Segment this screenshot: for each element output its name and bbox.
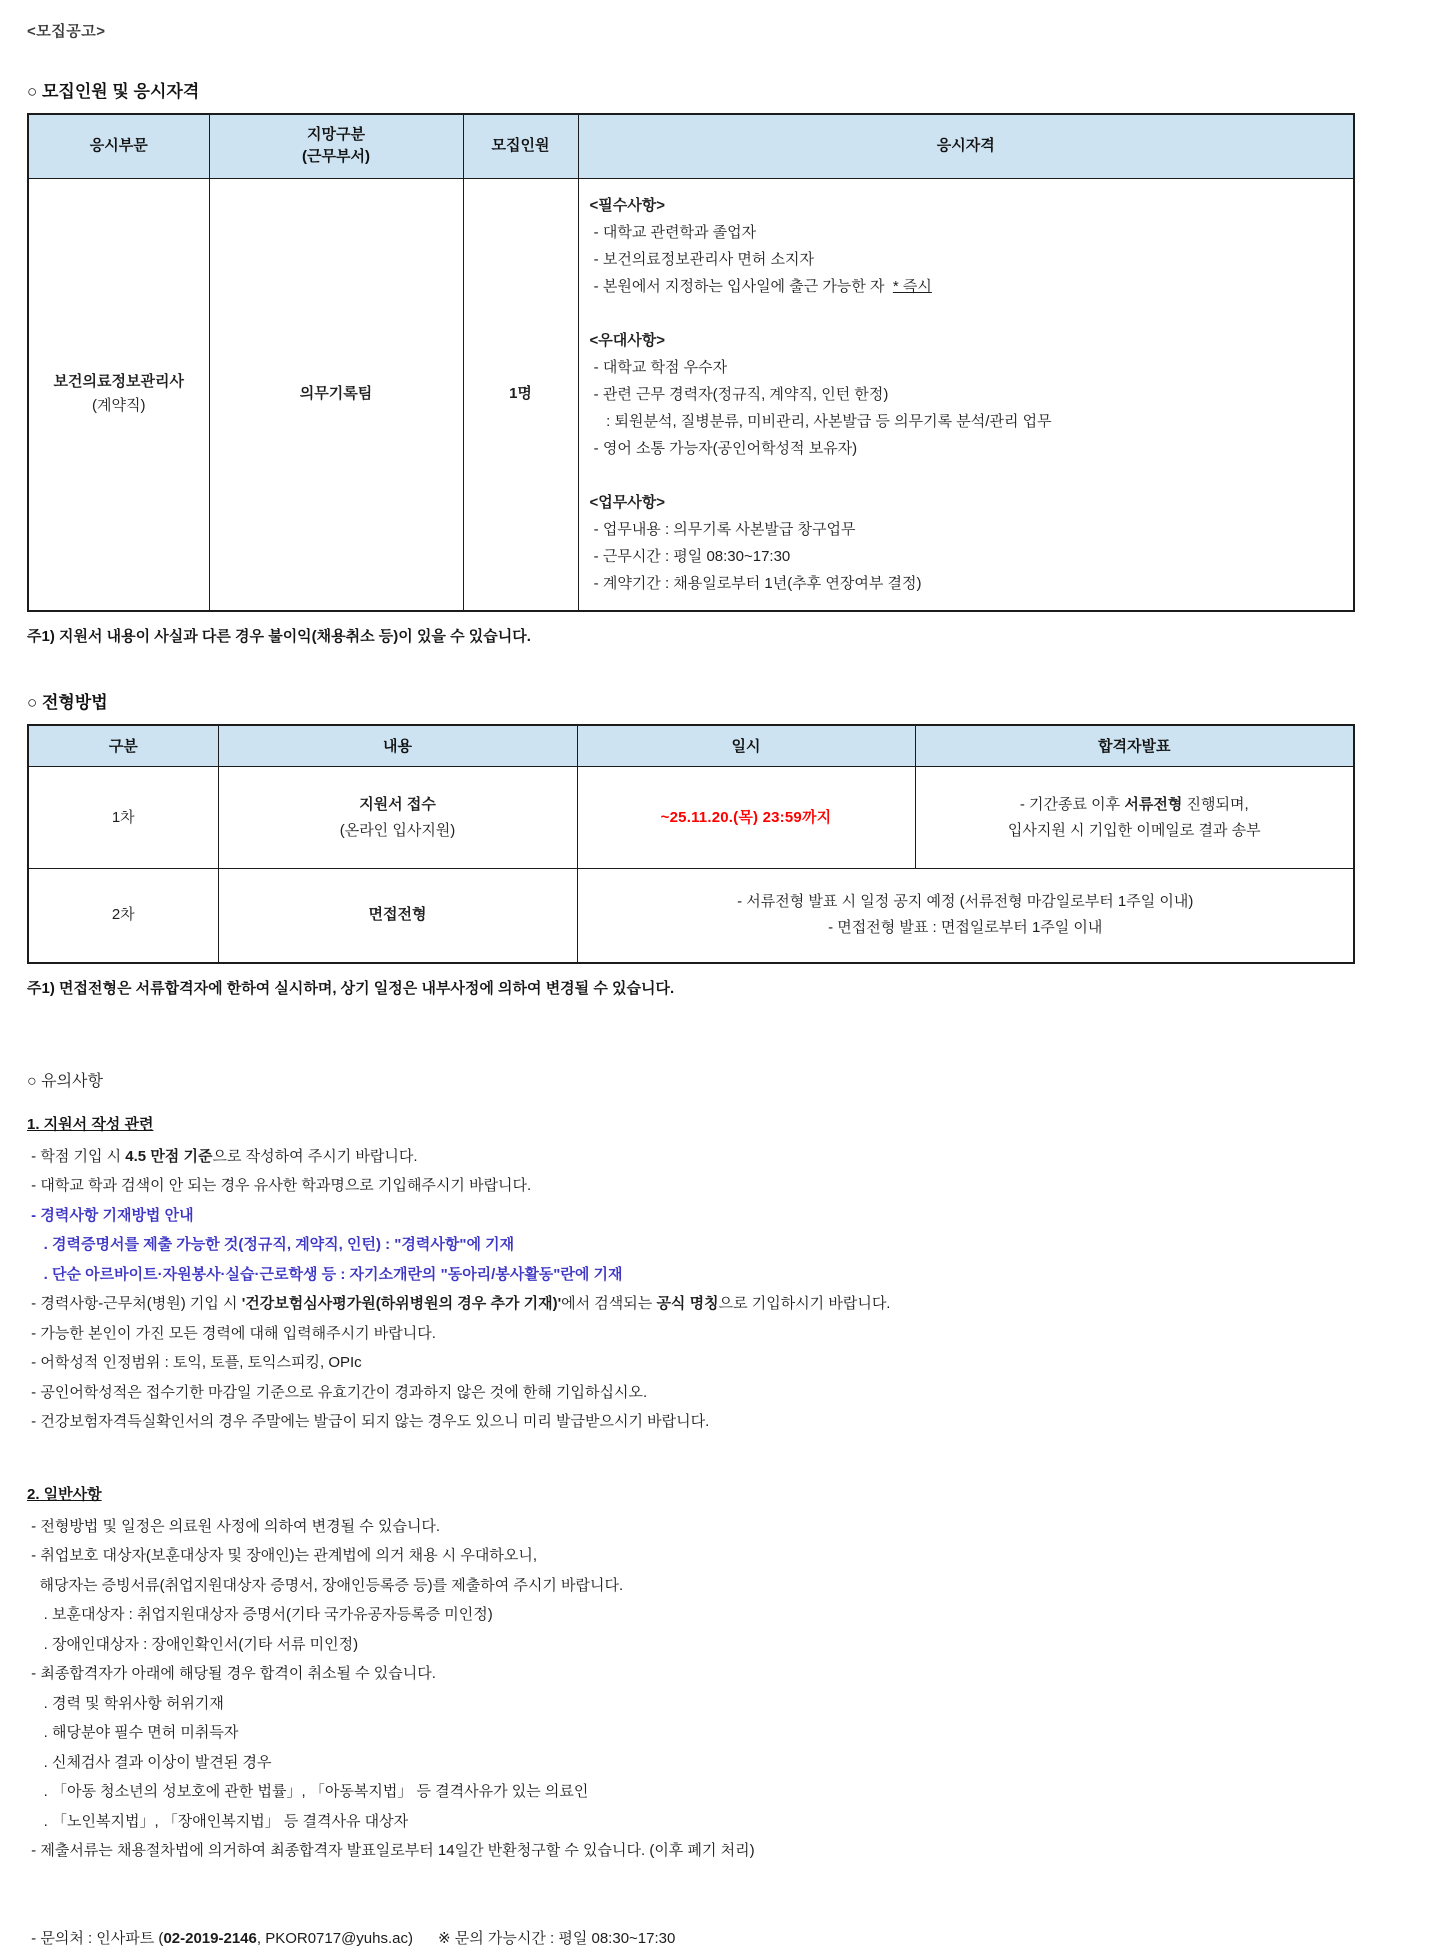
text-segment: . 신체검사 결과 이상이 발견된 경우 xyxy=(27,1754,272,1771)
text-segment: . 「노인복지법」, 「장애인복지법」 등 결격사유 대상자 xyxy=(27,1813,408,1830)
cell-dept: 의무기록팀 xyxy=(209,178,463,611)
page-title: <모집공고> xyxy=(27,20,1425,41)
notice-item xyxy=(27,1600,1425,1630)
text-segment: . 장애인대상자 : 장애인확인서(기타 서류 미인정) xyxy=(27,1636,358,1653)
notice-item xyxy=(27,1171,1425,1201)
text-segment: 공식 명칭 xyxy=(656,1295,718,1312)
qual-duty-title: <업무사항> xyxy=(590,489,1346,516)
process-row-stage2 xyxy=(28,869,1354,963)
text-segment: - 경력사항-근무처(병원) 기입 시 xyxy=(27,1295,242,1312)
text-segment: - 제출서류는 채용절차법에 의거하여 최종합격자 발표일로부터 14일간 반환청구할 수 있습니다. (이후 폐기 처리) xyxy=(27,1842,755,1859)
cell-deadline: ~25.11.20.(목) 23:59까지 xyxy=(577,767,915,869)
notice-item xyxy=(27,1289,1425,1319)
text-segment: - 최종합격자가 아래에 해당될 경우 합격이 취소될 수 있습니다. xyxy=(27,1665,436,1682)
cell-schedule2 xyxy=(577,869,1354,963)
schedule2-line2: - 면접전형 발표 : 면접일로부터 1주일 이내 xyxy=(579,915,1353,941)
qual-item: - 대학교 학점 우수자 xyxy=(590,354,1346,381)
text-segment: - 어학성적 인정범위 : 토익, 토플, 토익스피킹, OPIc xyxy=(27,1354,362,1371)
cell-content2: 면접전형 xyxy=(218,869,577,963)
notice-item xyxy=(27,1659,1425,1689)
notice-item xyxy=(27,1689,1425,1719)
text-segment: . 경력증명서를 제출 가능한 것(정규직, 계약직, 인턴) : "경력사항"에 기재 xyxy=(27,1236,514,1253)
text-segment: 4.5 만점 기준 xyxy=(125,1148,212,1165)
notice-item xyxy=(27,1407,1425,1437)
process-row-stage1 xyxy=(28,767,1354,869)
notice-item xyxy=(27,1541,1425,1571)
notice-item xyxy=(27,1378,1425,1408)
notice-item xyxy=(27,1836,1425,1866)
recruit-table xyxy=(27,113,1355,612)
text-segment: - 대학교 학과 검색이 안 되는 경우 유사한 학과명으로 기입해주시기 바랍니다. xyxy=(27,1177,531,1194)
text-segment: - 취업보호 대상자(보훈대상자 및 장애인)는 관계법에 의거 채용 시 우대하오니, xyxy=(27,1547,537,1564)
section-heading-process: ○ 전형방법 xyxy=(27,688,1425,713)
qual-item: - 관련 근무 경력자(정규직, 계약직, 인턴 한정) xyxy=(590,381,1346,408)
text-segment: - 기간종료 이후 xyxy=(1020,796,1124,813)
notice-item xyxy=(27,1512,1425,1542)
text-segment: , PKOR0717@yuhs.ac) xyxy=(257,1930,413,1947)
contact-line xyxy=(27,1924,1425,1953)
text-segment: - 학점 기입 시 xyxy=(27,1148,125,1165)
recruit-table-header-row xyxy=(28,114,1354,178)
text-segment: '건강보험심사평가원(하위병원의 경우 추가 기재)' xyxy=(242,1295,561,1312)
qual-item: - 영어 소통 가능자(공인어학성적 보유자) xyxy=(590,435,1346,462)
part-name: 보건의료정보관리사 xyxy=(30,370,208,394)
subsection-title-application: 1. 지원서 작성 관련 xyxy=(27,1113,1425,1134)
notice-item xyxy=(27,1571,1425,1601)
text-segment: 에서 검색되는 xyxy=(561,1295,656,1312)
cell-content1 xyxy=(218,767,577,869)
notice-item xyxy=(27,1319,1425,1349)
text-segment: 으로 작성하여 주시기 바랍니다. xyxy=(212,1148,417,1165)
announcement1-line1 xyxy=(917,792,1353,818)
notice-item xyxy=(27,1718,1425,1748)
notice-item xyxy=(27,1230,1425,1260)
text-segment: . 경력 및 학위사항 허위기재 xyxy=(27,1695,224,1712)
cell-qualifications xyxy=(578,178,1354,611)
text-segment: - 전형방법 및 일정은 의료원 사정에 의하여 변경될 수 있습니다. xyxy=(27,1518,440,1535)
note-process: 주1) 면접전형은 서류합격자에 한하여 실시하며, 상기 일정은 내부사정에 의하여 변경될 수 있습니다. xyxy=(27,977,1425,998)
schedule2-line1: - 서류전형 발표 시 일정 공지 예정 (서류전형 마감일로부터 1주일 이내) xyxy=(579,889,1353,915)
col-header-content: 내용 xyxy=(218,725,577,767)
section-heading-recruit: ○ 모집인원 및 응시자격 xyxy=(27,77,1425,102)
col-header-qualification: 응시자격 xyxy=(578,114,1354,178)
text-segment: . 해당분야 필수 면허 미취득자 xyxy=(27,1724,238,1741)
cell-stage1: 1차 xyxy=(28,767,218,869)
qual-item: - 근무시간 : 평일 08:30~17:30 xyxy=(590,543,1346,570)
cell-count: 1명 xyxy=(463,178,578,611)
announcement1-line2: 입사지원 시 기입한 이메일로 결과 송부 xyxy=(917,818,1353,844)
notice-item xyxy=(27,1630,1425,1660)
col-header-dept xyxy=(209,114,463,178)
col-header-count: 모집인원 xyxy=(463,114,578,178)
text-segment: - 경력사항 기재방법 안내 xyxy=(27,1207,194,1224)
notice-item xyxy=(27,1807,1425,1837)
section-heading-notice: ○ 유의사항 xyxy=(27,1068,1425,1091)
text-segment: - 문의처 : 인사파트 ( xyxy=(27,1930,163,1947)
cell-announcement1 xyxy=(915,767,1354,869)
col-header-dept-line1: 지망구분 xyxy=(211,124,462,146)
text-segment: . 보훈대상자 : 취업지원대상자 증명서(기타 국가유공자등록증 미인정) xyxy=(27,1606,493,1623)
qual-item: : 퇴원분석, 질병분류, 미비관리, 사본발급 등 의무기록 분석/관리 업무 xyxy=(590,408,1346,435)
text-segment: . 「아동 청소년의 성보호에 관한 법률」, 「아동복지법」 등 결격사유가 있는 의료인 xyxy=(27,1783,588,1800)
notice-item xyxy=(27,1748,1425,1778)
notice-item xyxy=(27,1142,1425,1172)
subsection-title-general: 2. 일반사항 xyxy=(27,1483,1425,1504)
notice-item xyxy=(27,1777,1425,1807)
text-segment: - 본원에서 지정하는 입사일에 출근 가능한 자 xyxy=(590,278,893,295)
qual-preferred-title: <우대사항> xyxy=(590,327,1346,354)
qual-item: - 보건의료정보관리사 면허 소지자 xyxy=(590,246,1346,273)
text-segment: - 건강보험자격득실확인서의 경우 주말에는 발급이 되지 않는 경우도 있으니 미리 발급받으시기 바랍니다. xyxy=(27,1413,709,1430)
text-segment: - 공인어학성적은 접수기한 마감일 기준으로 유효기간이 경과하지 않은 것에 한해 기입하십시오. xyxy=(27,1384,647,1401)
text-segment: * 즉시 xyxy=(893,278,932,295)
qual-item: - 대학교 관련학과 졸업자 xyxy=(590,219,1346,246)
qual-item xyxy=(590,273,1346,300)
recruit-table-row xyxy=(28,178,1354,611)
text-segment: ※ 문의 가능시간 : 평일 08:30~17:30 xyxy=(413,1930,675,1947)
text-segment: - 가능한 본인이 가진 모든 경력에 대해 입력해주시기 바랍니다. xyxy=(27,1325,436,1342)
cell-stage2: 2차 xyxy=(28,869,218,963)
qual-item: - 업무내용 : 의무기록 사본발급 창구업무 xyxy=(590,516,1346,543)
note-recruit: 주1) 지원서 내용이 사실과 다른 경우 불이익(채용취소 등)이 있을 수 있습니다. xyxy=(27,625,1425,646)
content1-sub: (온라인 입사지원) xyxy=(220,818,576,844)
col-header-datetime: 일시 xyxy=(577,725,915,767)
text-segment: 서류전형 xyxy=(1124,796,1182,813)
part-type: (계약직) xyxy=(30,394,208,418)
qual-required-title: <필수사항> xyxy=(590,192,1346,219)
notice-item xyxy=(27,1201,1425,1231)
text-segment: 으로 기입하시기 바랍니다. xyxy=(719,1295,891,1312)
col-header-stage: 구분 xyxy=(28,725,218,767)
process-table xyxy=(27,724,1355,964)
text-segment: 02-2019-2146 xyxy=(163,1930,256,1947)
text-segment: 진행되며, xyxy=(1182,796,1248,813)
col-header-part: 응시부문 xyxy=(28,114,209,178)
content1-main: 지원서 접수 xyxy=(220,792,576,818)
col-header-dept-line2: (근무부서) xyxy=(211,146,462,168)
text-segment: . 단순 아르바이트·자원봉사·실습·근로학생 등 : 자기소개란의 "동아리/봉사활동"란에 기재 xyxy=(27,1266,623,1283)
col-header-announcement: 합격자발표 xyxy=(915,725,1354,767)
qual-item: - 계약기간 : 채용일로부터 1년(추후 연장여부 결정) xyxy=(590,570,1346,597)
text-segment: 해당자는 증빙서류(취업지원대상자 증명서, 장애인등록증 등)를 제출하여 주시기 바랍니다. xyxy=(27,1577,623,1594)
process-table-header-row xyxy=(28,725,1354,767)
notice-item xyxy=(27,1260,1425,1290)
notice-item xyxy=(27,1348,1425,1378)
cell-part xyxy=(28,178,209,611)
